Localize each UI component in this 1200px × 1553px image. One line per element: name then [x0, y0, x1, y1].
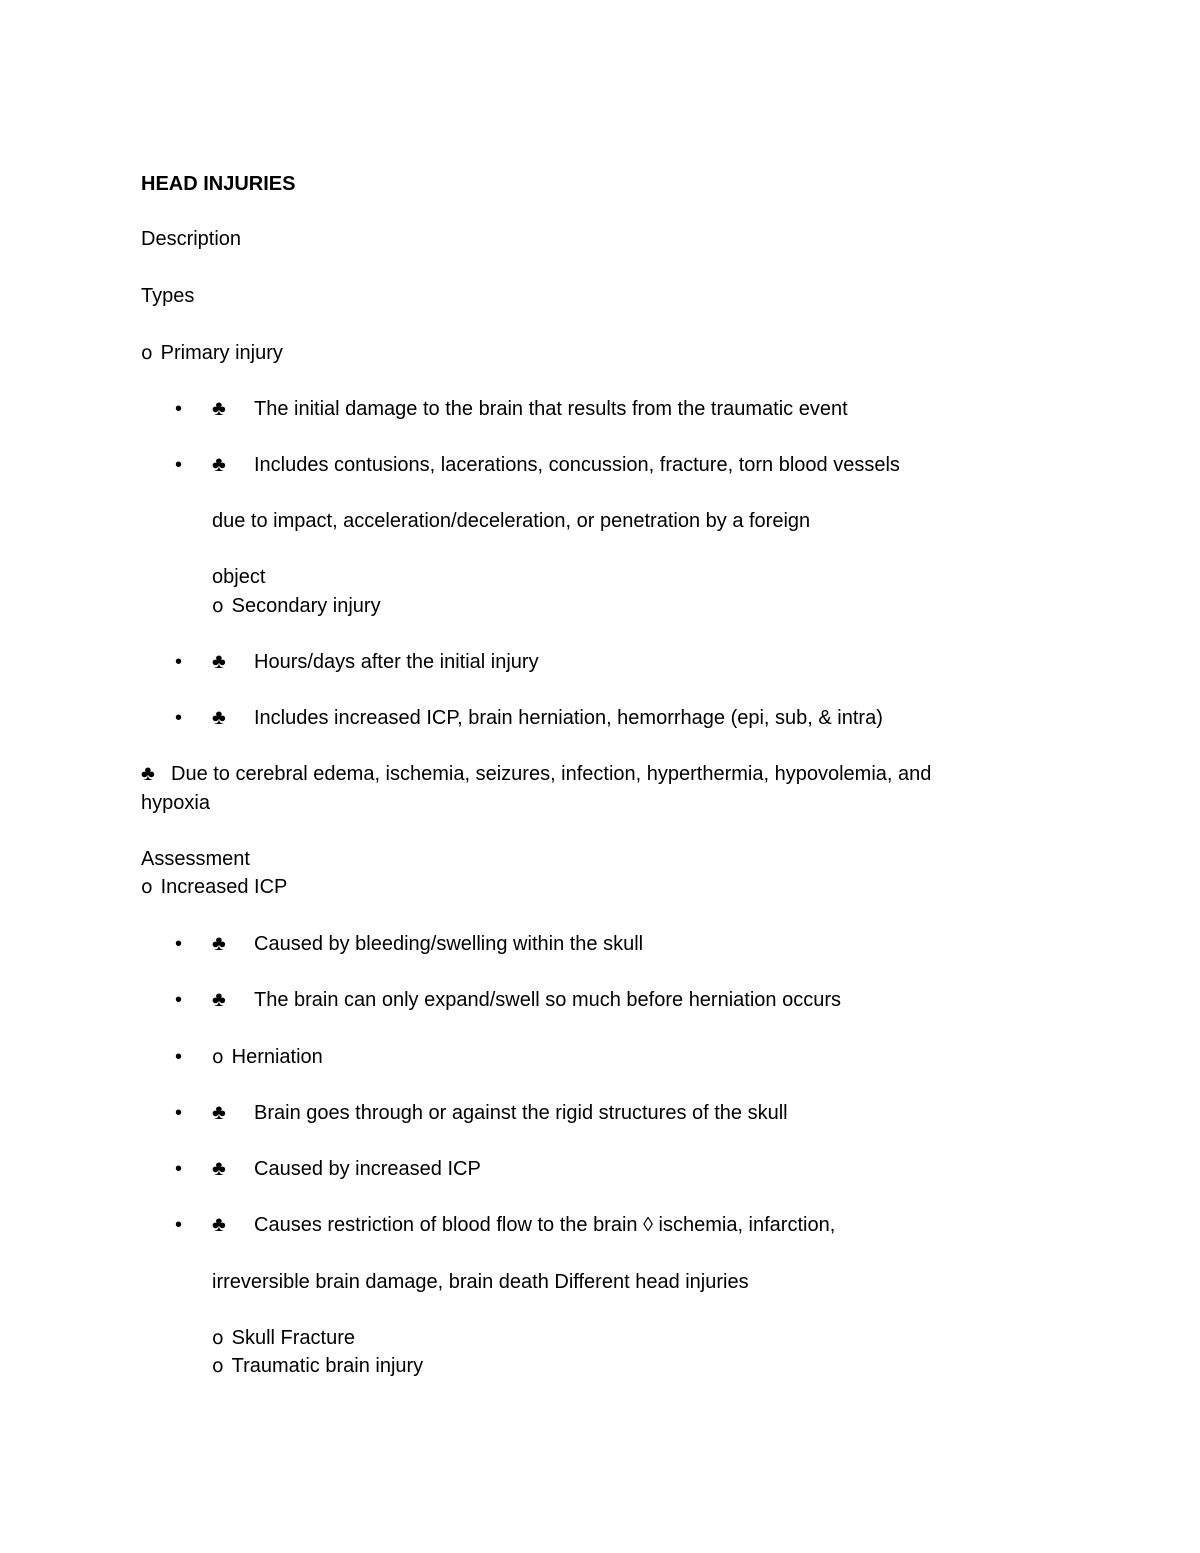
list-item: Causes restriction of blood flow to the brain ◊ ischemia, infarction,: [254, 1214, 836, 1236]
list-item: Hours/days after the initial injury: [254, 651, 539, 673]
section-types: Types: [141, 285, 195, 307]
list-item-continuation: due to impact, acceleration/deceleration, or penetration by a foreign: [212, 510, 811, 532]
club-icon: ♣: [141, 762, 155, 785]
circle-bullet-icon: o: [141, 876, 153, 898]
bullet-icon: •: [175, 707, 183, 729]
bullet-icon: •: [175, 1102, 183, 1124]
club-icon: ♣: [212, 1213, 226, 1236]
list-item-continuation: object: [212, 566, 266, 588]
circle-bullet-icon: o: [212, 1046, 224, 1068]
list-item: Includes contusions, lacerations, concussion, fracture, torn blood vessels: [254, 454, 900, 476]
document-title: HEAD INJURIES: [141, 173, 296, 195]
list-item: The brain can only expand/swell so much before herniation occurs: [254, 989, 841, 1011]
herniation-heading: [212, 1043, 323, 1071]
increased-icp-heading: [141, 873, 287, 901]
type-item-label: Traumatic brain injury: [231, 1355, 424, 1377]
list-item: The initial damage to the brain that results from the traumatic event: [254, 398, 848, 420]
primary-injury-label: Primary injury: [160, 342, 283, 364]
bullet-icon: •: [175, 1214, 183, 1236]
primary-injury-heading: [141, 339, 283, 367]
bullet-icon: •: [175, 989, 183, 1011]
bullet-icon: •: [175, 1158, 183, 1180]
club-icon: ♣: [212, 706, 226, 729]
type-item: [212, 1352, 423, 1380]
bullet-icon: •: [175, 651, 183, 673]
club-icon: ♣: [212, 988, 226, 1011]
circle-bullet-icon: o: [212, 595, 224, 617]
list-item: Brain goes through or against the rigid structures of the skull: [254, 1102, 788, 1124]
list-item: Includes increased ICP, brain herniation, hemorrhage (epi, sub, & intra): [254, 707, 883, 729]
club-icon: ♣: [212, 932, 226, 955]
section-description: Description: [141, 228, 242, 250]
circle-bullet-icon: o: [212, 1355, 224, 1377]
list-item: Caused by bleeding/swelling within the skull: [254, 933, 644, 955]
bullet-icon: •: [175, 454, 183, 476]
secondary-injury-label: Secondary injury: [231, 595, 381, 617]
club-icon: ♣: [212, 397, 226, 420]
secondary-injury-heading: [212, 592, 381, 620]
secondary-note-line-2: hypoxia: [141, 792, 210, 814]
club-icon: ♣: [212, 1157, 226, 1180]
club-icon: ♣: [212, 650, 226, 673]
bullet-icon: •: [175, 1046, 183, 1068]
bullet-icon: •: [175, 933, 183, 955]
list-item-continuation: irreversible brain damage, brain death Different head injuries: [212, 1271, 749, 1293]
circle-bullet-icon: o: [141, 342, 153, 364]
circle-bullet-icon: o: [212, 1327, 224, 1349]
type-item: [212, 1324, 355, 1352]
club-icon: ♣: [212, 453, 226, 476]
secondary-note-line-1: Due to cerebral edema, ischemia, seizures, infection, hyperthermia, hypovolemia, and: [171, 763, 932, 785]
section-assessment: Assessment: [141, 848, 250, 870]
type-item-label: Skull Fracture: [231, 1327, 355, 1349]
list-item: Caused by increased ICP: [254, 1158, 481, 1180]
herniation-label: Herniation: [231, 1046, 323, 1068]
bullet-icon: •: [175, 398, 183, 420]
increased-icp-label: Increased ICP: [160, 876, 288, 898]
club-icon: ♣: [212, 1101, 226, 1124]
